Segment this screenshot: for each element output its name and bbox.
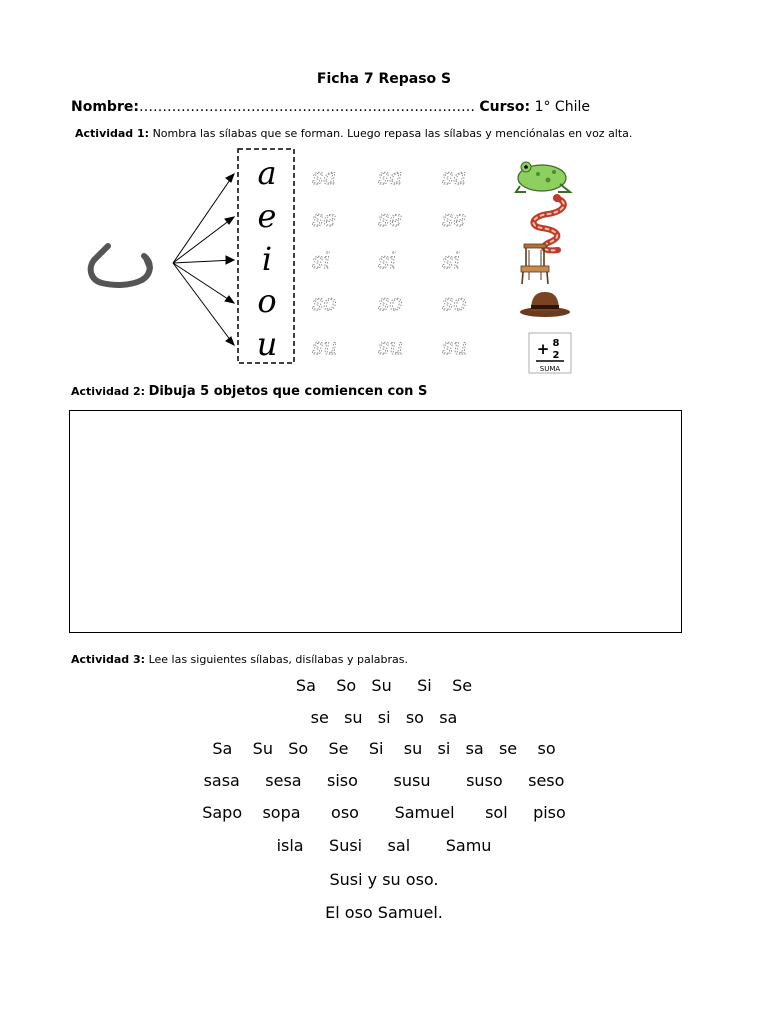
vowel-o: o	[257, 282, 277, 320]
syllable-exercise	[80, 140, 590, 380]
page-title: Ficha 7 Repaso S	[316, 71, 452, 87]
vowel-i: i	[261, 240, 273, 278]
trace-so-3[interactable]: so	[442, 291, 467, 316]
sum-card-icon	[529, 333, 571, 373]
trace-so-1[interactable]: so	[312, 291, 337, 316]
vowel-u: u	[256, 325, 278, 363]
big-letter-s	[80, 140, 150, 285]
trace-su-3[interactable]: su	[442, 335, 468, 360]
reading-line-8: El oso Samuel.	[325, 903, 443, 922]
trace-si-2[interactable]: si	[378, 249, 397, 274]
actividad-2-label: Actividad 2:	[71, 385, 146, 398]
frog-icon	[516, 162, 570, 192]
sum-caption: SUMA	[539, 365, 561, 373]
trace-su-2[interactable]: su	[378, 335, 404, 360]
sum-bottom: 2	[552, 350, 560, 361]
reading-line-5: Sapo sopa oso Samuel sol piso	[202, 803, 566, 822]
actividad-3-label: Actividad 3:	[71, 653, 146, 666]
trace-so-2[interactable]: so	[378, 291, 403, 316]
actividad-1-text: Nombra las sílabas que se forman. Luego repasa las sílabas y menciónalas en voz alta.	[152, 127, 633, 140]
reading-line-3: Sa Su So Se Si su si sa se so	[212, 739, 556, 758]
arrows	[173, 174, 234, 345]
vowel-a: a	[257, 154, 277, 192]
actividad-3-instruction	[71, 653, 408, 666]
trace-sa-2[interactable]: sa	[378, 165, 403, 190]
nombre-label: Nombre:	[71, 99, 139, 115]
actividad-2-instruction	[71, 384, 427, 399]
reading-line-1: Sa So Su Si Se	[295, 676, 473, 695]
sum-top: 8	[552, 338, 560, 349]
chair-icon	[521, 244, 549, 284]
reading-line-4: sasa sesa siso susu suso seso	[203, 771, 565, 790]
curso-label: Curso:	[479, 99, 531, 115]
trace-su-1[interactable]: su	[312, 335, 338, 360]
drawing-area[interactable]	[69, 410, 682, 633]
actividad-3-text: Lee las siguientes sílabas, disílabas y palabras.	[148, 653, 409, 666]
student-info-line	[71, 99, 590, 115]
reading-line-6: isla Susi sal Samu	[276, 836, 492, 855]
nombre-blank[interactable]: ………………………………………………………………	[138, 99, 475, 115]
actividad-1-label: Actividad 1:	[75, 127, 150, 140]
trace-si-3[interactable]: si	[442, 249, 461, 274]
trace-sa-1[interactable]: sa	[312, 165, 337, 190]
reading-line-2: se su si so sa	[310, 708, 458, 727]
trace-sa-3[interactable]: sa	[442, 165, 467, 190]
actividad-2-text: Dibuja 5 objetos que comiencen con S	[148, 384, 428, 399]
trace-se-2[interactable]: se	[378, 207, 403, 232]
sum-plus: +	[536, 340, 550, 358]
reading-line-7: Susi y su oso.	[329, 870, 439, 889]
curso-value: 1° Chile	[534, 99, 590, 115]
trace-se-3[interactable]: se	[442, 207, 467, 232]
actividad-1-instruction	[75, 127, 632, 140]
snake-icon	[533, 194, 563, 250]
hat-icon	[520, 292, 570, 317]
trace-se-1[interactable]: se	[312, 207, 337, 232]
trace-si-1[interactable]: si	[312, 249, 331, 274]
vowel-e: e	[257, 197, 277, 235]
